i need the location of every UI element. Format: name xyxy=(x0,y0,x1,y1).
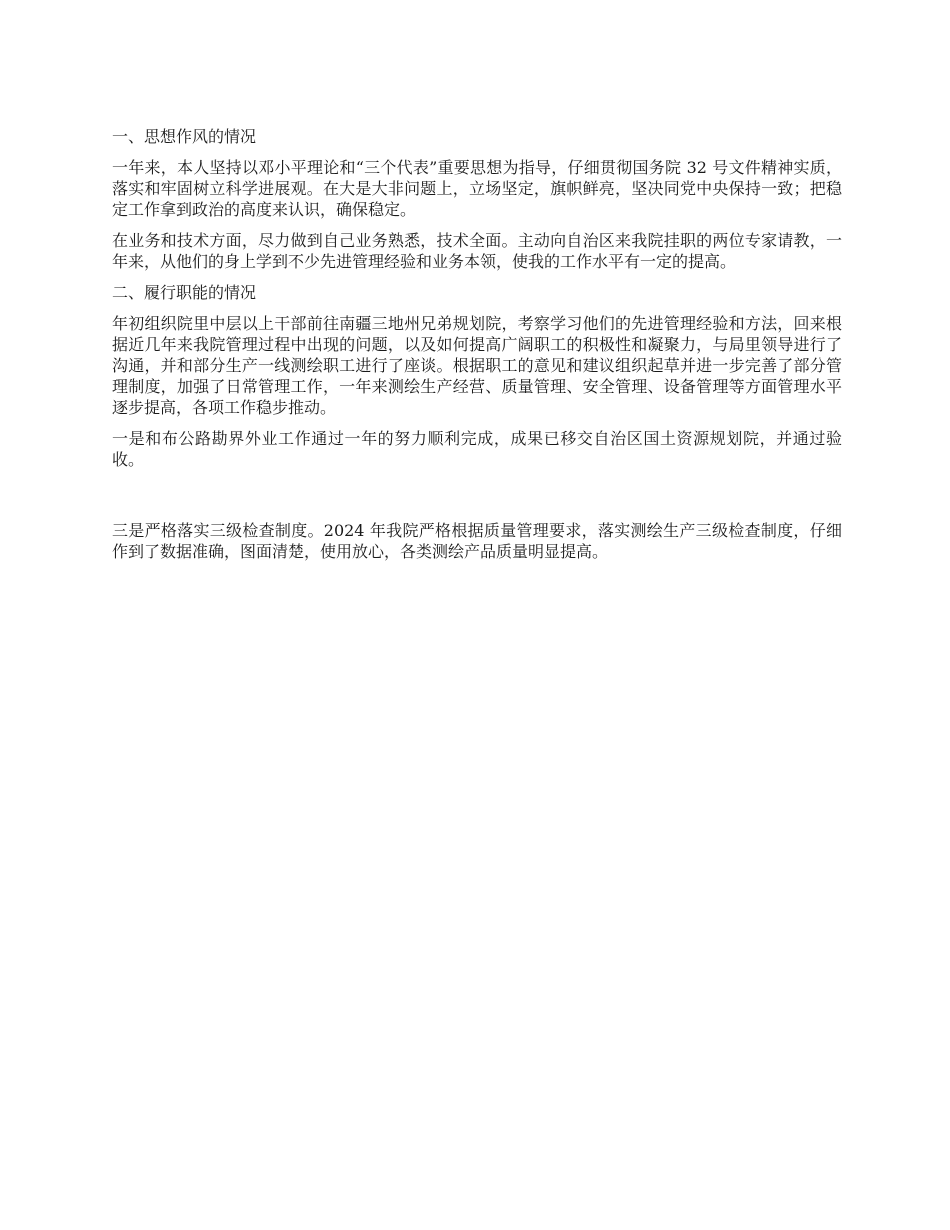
paragraph-ideology-2: 在业务和技术方面，尽力做到自己业务熟悉，技术全面。主动向自治区来我院挂职的两位专家请教，一年来，从他们的身上学到不少先进管理经验和业务本领，使我的工作水平有一定的提高。 xyxy=(112,231,842,271)
paragraph-duties-3: 三是严格落实三级检查制度。2024 年我院严格根据质量管理要求，落实测绘生产三级检查制度，仔细作到了数据准确，图面清楚，使用放心，各类测绘产品质量明显提高。 xyxy=(112,521,842,561)
section-heading-duties: 二、履行职能的情况 xyxy=(112,283,257,302)
section-heading-ideology: 一、思想作风的情况 xyxy=(112,127,257,146)
blank-gap xyxy=(112,480,842,520)
paragraph-duties-2: 一是和布公路勘界外业工作通过一年的努力顺利完成，成果已移交自治区国土资源规划院，并通过验收。 xyxy=(112,429,842,469)
paragraph-ideology-1: 一年来，本人坚持以邓小平理论和“三个代表”重要思想为指导，仔细贯彻国务院 32 号文件精神实质，落实和牢固树立科学进展观。在大是大非问题上，立场坚定，旗帜鲜亮，坚决同党中央保持一致；把稳定工作拿到政治的高度来认识，确保稳定。 xyxy=(112,158,842,219)
paragraph-duties-1: 年初组织院里中层以上干部前往南疆三地州兄弟规划院，考察学习他们的先进管理经验和方法，回来根据近几年来我院管理过程中出现的问题，以及如何提高广阔职工的积极性和凝聚力，与局里领导进行了沟通，并和部分生产一线测绘职工进行了座谈。根据职工的意见和建议组织起草并进一步完善了部分管理制度，加强了日常管理工作，一年来测绘生产经营、质量管理、安全管理、设备管理等方面管理水平逐步提高，各项工作稳步推动。 xyxy=(112,314,842,417)
document-body xyxy=(112,126,842,572)
